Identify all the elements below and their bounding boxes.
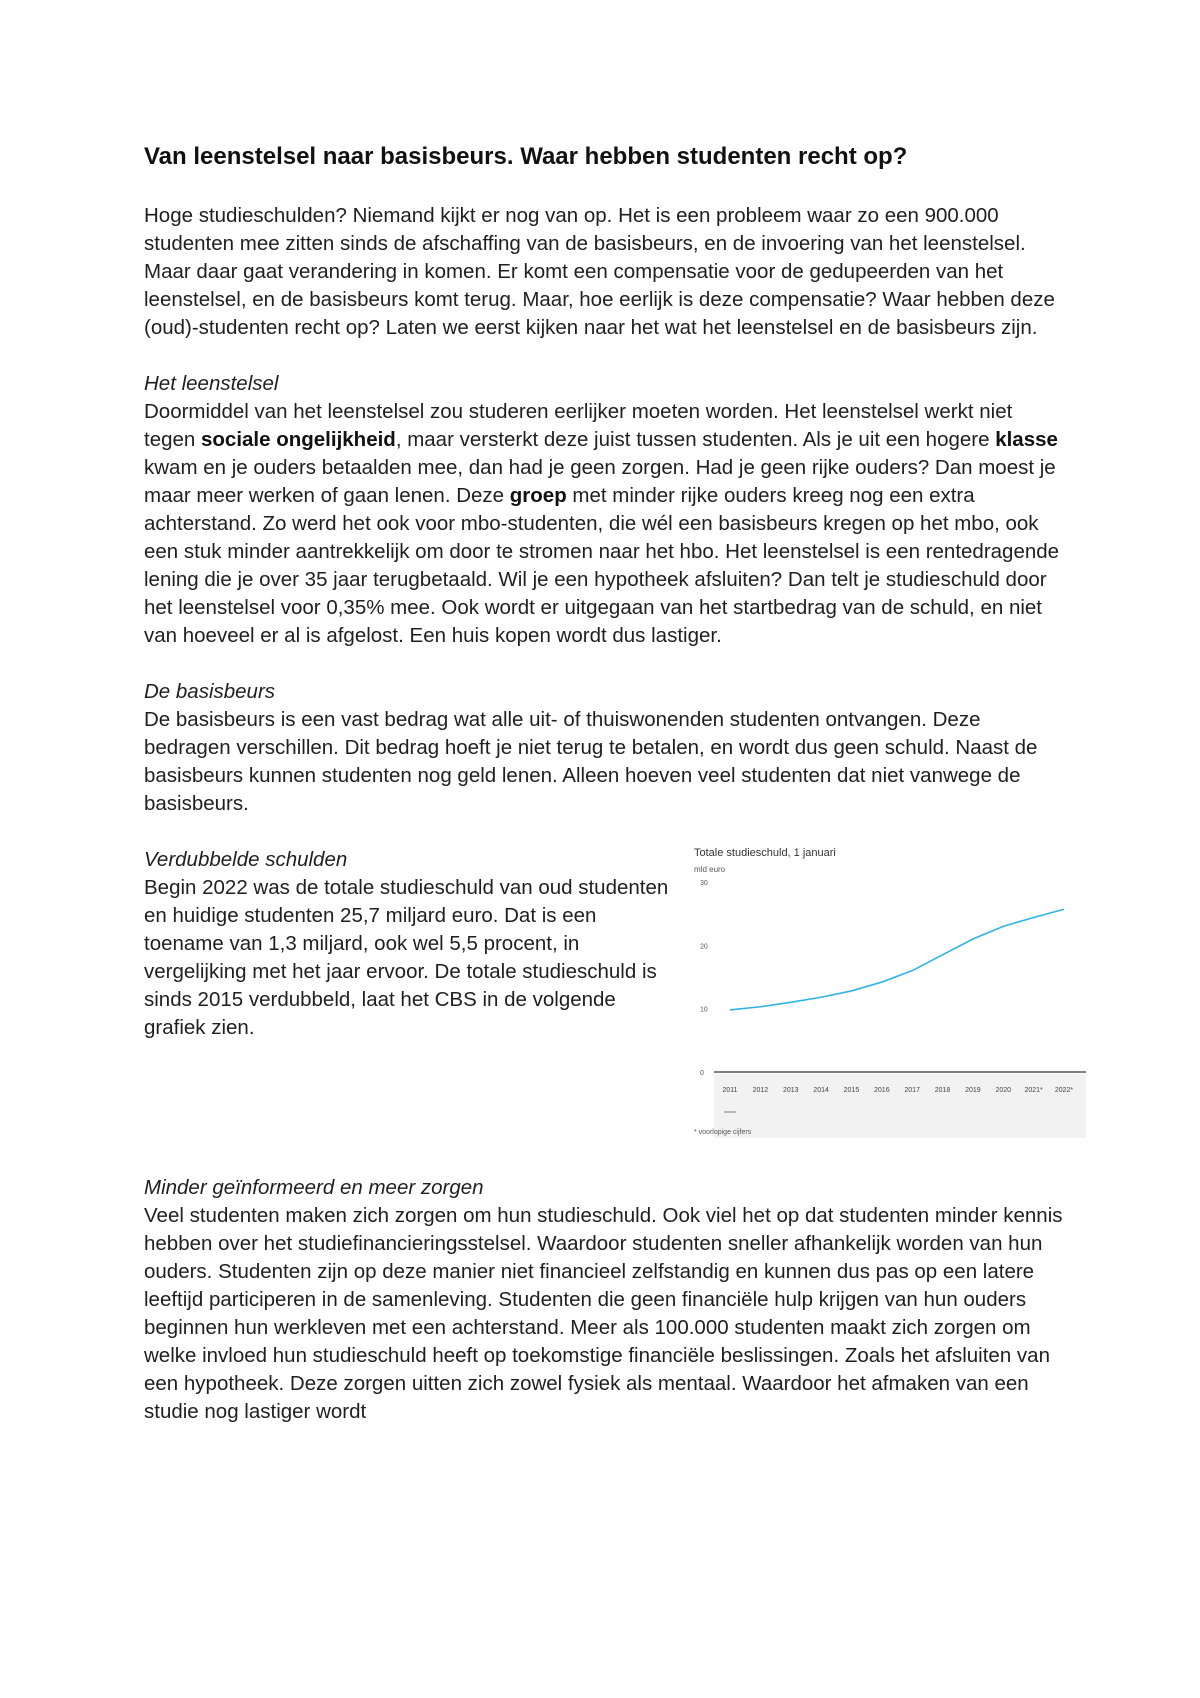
chart-ylabel: mld euro (694, 865, 726, 874)
bold-term: sociale ongelijkheid (201, 428, 396, 451)
section-zorgen (144, 1174, 1064, 1426)
section-heading: Verdubbelde schulden (144, 848, 348, 871)
x-tick-label: 2012 (752, 1087, 769, 1094)
series-line (730, 909, 1064, 1010)
section-heading: Minder geïnformeerd en meer zorgen (144, 1176, 484, 1199)
section-paragraph: De basisbeurs is een vast bedrag wat alle uit- of thuiswonenden studenten ontvangen. Deze bedragen verschillen. Dit bedrag hoeft je niet terug te betalen, en wordt dus geen schuld. Naast de basisbeurs kunnen studenten nog geld lenen. Alleen hoeven veel studenten dat niet vanwege de basisbeurs. (144, 708, 1038, 815)
section-leenstelsel (144, 370, 1064, 650)
section-heading: De basisbeurs (144, 680, 276, 703)
section-paragraph: Veel studenten maken zich zorgen om hun studieschuld. Ook viel het op dat studenten minder kennis hebben over het studiefinancieringsstelsel. Waardoor studenten sneller afhankelijk worden van hun ouders. Studenten zijn op deze manier niet financieel zelfstandig en kunnen dus pas op een latere leeftijd participeren in de samenleving. Studenten die geen financiële hulp krijgen van hun ouders beginnen hun werkleven met een achterstand. Meer als 100.000 studenten maakt zich zorgen om welke invloed hun studieschuld heeft op toekomstige financiële beslissingen. Zoals het afsluiten van een hypotheek. Deze zorgen uitten zich zowel fysiek als mentaal. Waardoor het afmaken van een studie nog lastiger wordt (144, 1204, 1063, 1423)
x-tick-label: 2018 (934, 1087, 951, 1094)
bold-term: groep (509, 484, 567, 507)
y-tick-label: 10 (700, 1006, 708, 1014)
x-tick-label: 2017 (904, 1087, 920, 1094)
y-tick-label: 0 (700, 1070, 704, 1077)
x-tick-label: 2011 (722, 1087, 738, 1094)
x-tick-label: 2015 (843, 1087, 860, 1094)
x-tick-label: 2014 (813, 1087, 829, 1094)
y-tick-label: 20 (700, 943, 708, 951)
chart-footnote: * voorlopige cijfers (694, 1129, 752, 1136)
x-tick-label: 2022* (1054, 1087, 1074, 1094)
x-tick-label: 2016 (874, 1087, 890, 1094)
x-tick-label: 2019 (965, 1087, 981, 1094)
section-paragraph: Doormiddel van het leenstelsel zou studeren eerlijker moeten worden. Het leenstelsel werkt niet tegen sociale ongelijkheid, maar versterkt deze juist tussen studenten. Als je uit een hogere klasse kwam en je ouders betaalden mee, dan had je geen zorgen. Had je geen rijke ouders? Dan moest je maar meer werken of gaan lenen. Deze groep met minder rijke ouders kreeg nog een extra achterstand. Zo werd het ook voor mbo-studenten, die wél een basisbeurs kregen op het mbo, ook een stuk minder aantrekkelijk om door te stromen naar het hbo. Het leenstelsel is een rentedragende lening die je over 35 jaar terugbetaald. Wil je een hypotheek afsluiten? Dan telt je studieschuld door het leenstelsel voor 0,35% mee. Ook wordt er uitgegaan van het startbedrag van de schuld, en niet van hoeveel er al is afgelost. Een huis kopen wordt dus lastiger. (144, 400, 1060, 647)
bold-term: klasse (995, 428, 1058, 451)
chart-title: Totale studieschuld, 1 januari (694, 847, 836, 859)
section-verdubbelde-schulden (144, 846, 1074, 1146)
page-title: Van leenstelsel naar basisbeurs. Waar hebben studenten recht op? (144, 143, 908, 170)
y-tick-label: 30 (700, 880, 708, 887)
document-page (144, 140, 1074, 1426)
studieschuld-line-chart (686, 842, 1092, 1142)
x-tick-label: 2013 (782, 1087, 799, 1094)
section-heading: Het leenstelsel (144, 372, 279, 395)
section-basisbeurs (144, 678, 1064, 818)
x-tick-label: 2021* (1024, 1087, 1043, 1094)
intro-paragraph: Hoge studieschulden? Niemand kijkt er nog van op. Het is een probleem waar zo een 900.000 studenten mee zitten sinds de afschaffing van de basisbeurs, en de invoering van het leenstelsel. Maar daar gaat verandering in komen. Er komt een compensatie voor de gedupeerden van het leenstelsel, en de basisbeurs komt terug. Maar, hoe eerlijk is deze compensatie? Waar hebben deze (oud)-studenten recht op? Laten we eerst kijken naar het wat het leenstelsel en de basisbeurs zijn. (144, 204, 1055, 339)
x-tick-label: 2020 (995, 1087, 1012, 1094)
chart-legend-band (714, 1074, 1086, 1138)
section-paragraph: Begin 2022 was de totale studieschuld van oud studenten en huidige studenten 25,7 miljard euro. Dat is een toename van 1,3 miljard, ook wel 5,5 procent, in vergelijking met het jaar ervoor. De totale studieschuld is sinds 2015 verdubbeld, laat het CBS in de volgende grafiek zien. (144, 876, 669, 1039)
